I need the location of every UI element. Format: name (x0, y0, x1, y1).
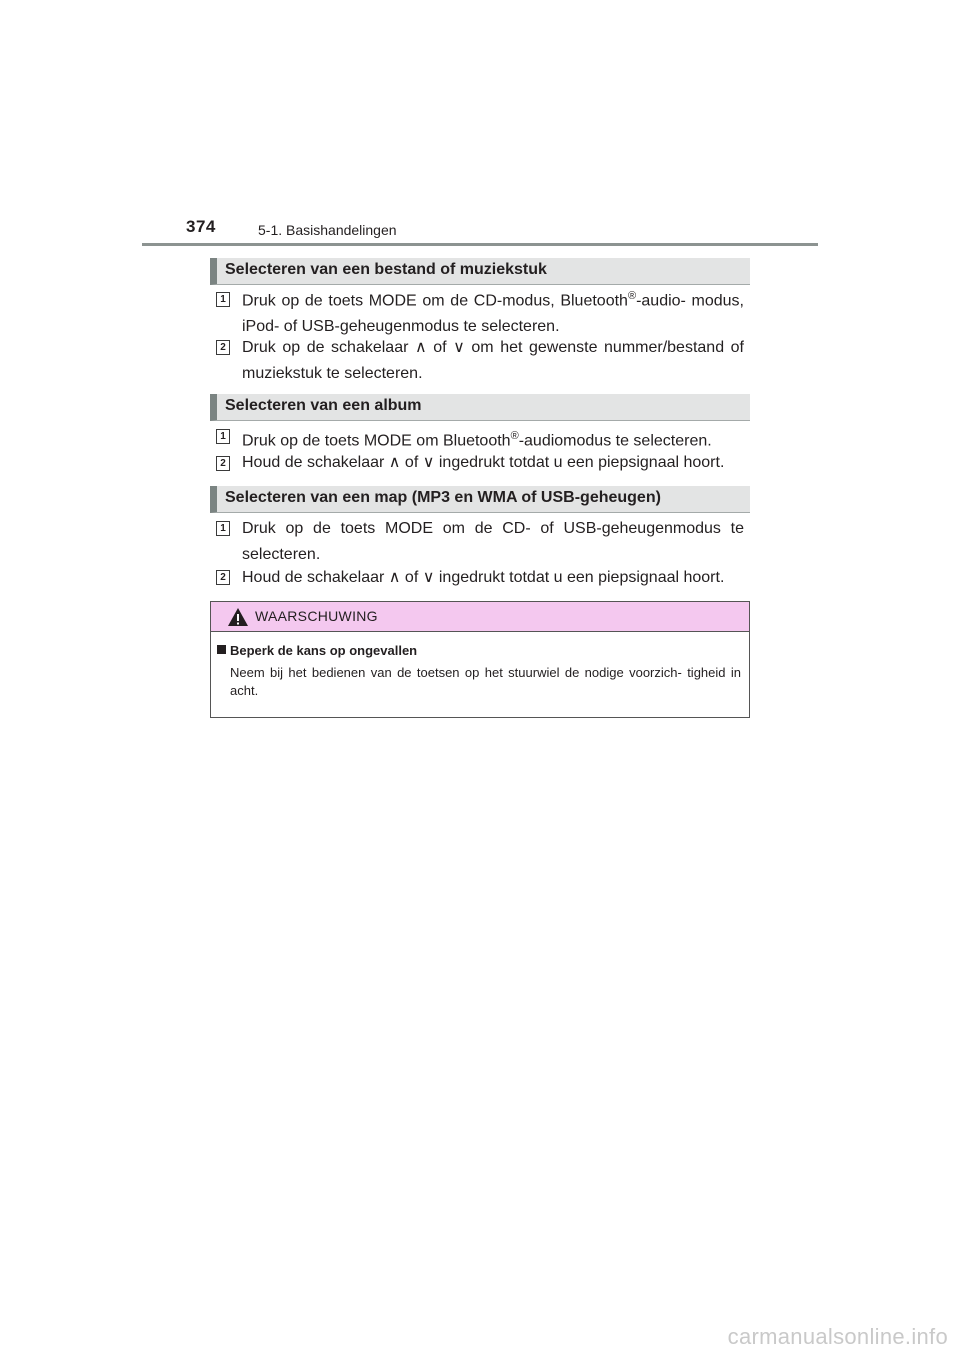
step-text: Druk op de schakelaar ∧ of ∨ om het gewenste nummer/bestand of muziekstuk te selecteren. (242, 339, 744, 382)
section-title: Selecteren van een album (225, 397, 422, 414)
registered-mark: ® (510, 430, 519, 442)
site-watermark: carmanualsonline.info (727, 1324, 948, 1349)
step-badge-1: 1 (216, 429, 230, 444)
warning-header (211, 602, 749, 632)
section-title: Selecteren van een map (MP3 en WMA of USB-geheugen) (225, 489, 661, 506)
step-text-part: Druk op de toets MODE om de CD-modus, Bluetooth (242, 292, 628, 310)
step-badge-2: 2 (216, 340, 230, 355)
chapter-title: 5-1. Basishandelingen (258, 222, 397, 238)
step-text-part: Druk op de toets MODE om Bluetooth (242, 432, 511, 450)
step-text: Houd de schakelaar ∧ of ∨ ingedrukt totdat u een piepsignaal hoort. (242, 569, 725, 586)
warning-triangle-icon (227, 607, 249, 627)
step-badge-2: 2 (216, 456, 230, 471)
square-bullet-icon (217, 645, 226, 654)
section-heading-album (210, 394, 750, 421)
section-heading-file-track (210, 258, 750, 285)
header-divider (142, 243, 818, 246)
step-badge-2: 2 (216, 570, 230, 585)
warning-title: WAARSCHUWING (255, 608, 378, 624)
step-text (242, 283, 744, 340)
step-badge-1: 1 (216, 292, 230, 307)
step-text-part: -audiomodus te selecteren. (518, 432, 712, 450)
warning-box (210, 601, 750, 718)
page-number: 374 (186, 217, 216, 236)
step-text: Druk op de toets MODE om de CD- of USB-geheugenmodus te selecteren. (242, 520, 744, 563)
step-text-part: -audio- modus, iPod- of USB-geheugenmodus te selecteren. (242, 292, 745, 336)
step-text: Houd de schakelaar ∧ of ∨ ingedrukt totdat u een piepsignaal hoort. (242, 454, 725, 471)
step-badge-1: 1 (216, 521, 230, 536)
warning-text: Neem bij het bedienen van de toetsen op het stuurwiel de nodige voorzich- tigheid in acht. (230, 665, 741, 698)
section-heading-folder (210, 486, 750, 513)
warning-subtitle: Beperk de kans op ongevallen (230, 643, 418, 658)
registered-mark: ® (627, 290, 637, 302)
section-title: Selecteren van een bestand of muziekstuk (225, 261, 547, 278)
